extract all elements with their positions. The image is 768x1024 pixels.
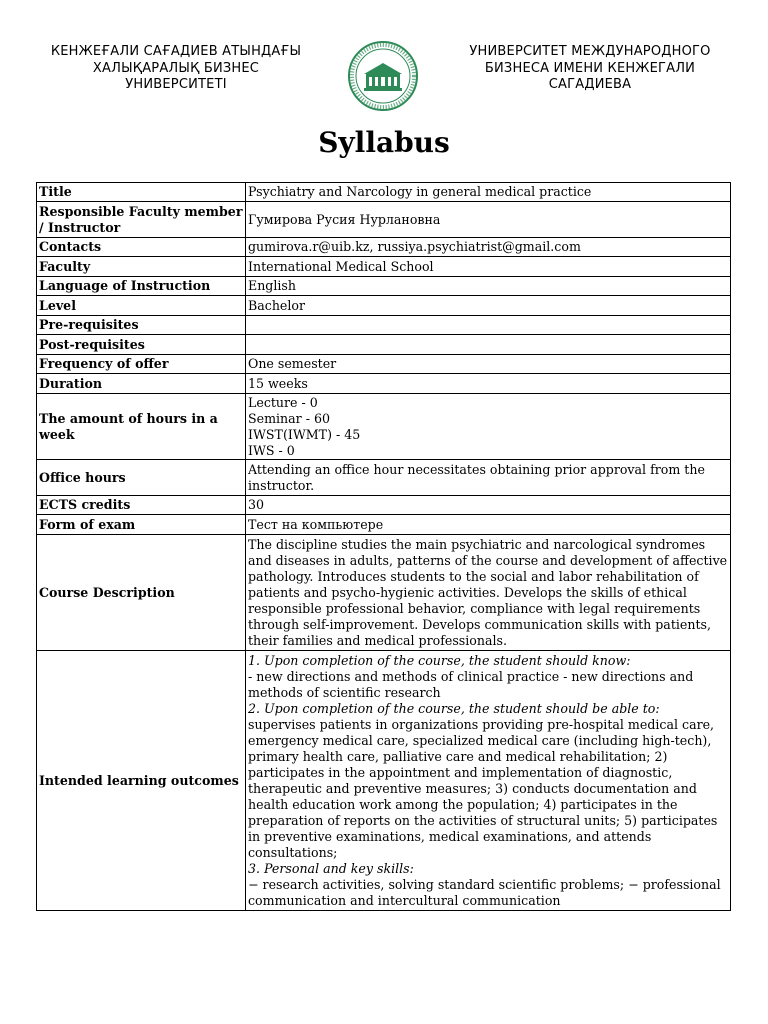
row-label-exam: Form of exam <box>37 515 246 535</box>
row-label-duration: Duration <box>37 374 246 394</box>
row-value-language: English <box>246 277 731 296</box>
row-label-hours: The amount of hours in a week <box>37 394 246 460</box>
header-left-line: УНИВЕРСИТЕТІ <box>125 77 227 92</box>
row-value-outcomes <box>246 651 731 911</box>
row-value-faculty-member: Гумирова Русия Нурлановна <box>246 202 731 238</box>
table-row <box>37 515 731 535</box>
row-value-ects: 30 <box>246 496 731 515</box>
hours-line: Lecture - 0 <box>248 394 318 410</box>
table-row <box>37 316 731 335</box>
header-right-line: БИЗНЕСА ИМЕНИ КЕНЖЕГАЛИ <box>484 60 696 76</box>
row-value-description: The discipline studies the main psychiatric and narcological syndromes and diseases in adults, patterns of the course and development of affective pathology. Introduces students to the social and labor rehabilitation of patients and psycho-hygienic activities. Develops the skills of ethical responsible professional behavior, compliance with legal requirements through self-improvement. Develops communication skills with patients, their families and medical professionals. <box>246 535 731 651</box>
document-header <box>0 44 768 124</box>
outcomes-know-heading: 1. Upon completion of the course, the student should know: <box>248 652 631 668</box>
university-name-russian <box>450 44 730 94</box>
outcomes-able-text: supervises patients in organizations providing pre-hospital medical care, emergency medical care, specialized medical care (including high-tech), primary health care, palliative care and medical rehabilitation; 2) participates in the appointment and implementation of diagnostic, therapeutic and preventive measures; 3) conducts documentation and health education work among the population; 4) participates in the preparation of reports on the activities of structural units; 5) participates in preventive examinations, medical examinations, and attends consultations; <box>248 716 718 860</box>
header-left-line: ХАЛЫҚАРАЛЫҚ БИЗНЕС <box>92 60 260 76</box>
syllabus-table <box>36 182 731 911</box>
header-right-line: УНИВЕРСИТЕТ МЕЖДУНАРОДНОГО <box>469 44 711 59</box>
row-value-postrequisites <box>246 335 731 355</box>
row-value-duration: 15 weeks <box>246 374 731 394</box>
row-label-office-hours: Office hours <box>37 460 246 496</box>
table-row <box>37 296 731 316</box>
row-label-faculty: Faculty <box>37 257 246 277</box>
table-row <box>37 651 731 911</box>
hours-line: Seminar - 60 <box>248 410 330 426</box>
table-row <box>37 202 731 238</box>
table-row <box>37 374 731 394</box>
row-value-prerequisites <box>246 316 731 335</box>
outcomes-skills-heading: 3. Personal and key skills: <box>248 860 414 876</box>
outcomes-skills-text: − research activities, solving standard scientific problems; − professional communication and intercultural communication <box>248 876 721 908</box>
row-label-faculty-member: Responsible Faculty member / Instructor <box>37 202 246 238</box>
row-label-prerequisites: Pre-requisites <box>37 316 246 335</box>
header-left-line: КЕНЖЕҒАЛИ САҒАДИЕВ АТЫНДАҒЫ <box>50 44 302 59</box>
page-title: Syllabus <box>318 126 450 159</box>
row-label-ects: ECTS credits <box>37 496 246 515</box>
hours-line: IWS - 0 <box>248 442 295 458</box>
row-value-faculty: International Medical School <box>246 257 731 277</box>
row-label-postrequisites: Post-requisites <box>37 335 246 355</box>
table-row <box>37 335 731 355</box>
table-row <box>37 257 731 277</box>
header-right-line: САГАДИЕВА <box>548 77 632 92</box>
row-label-description: Course Description <box>37 535 246 651</box>
outcomes-able-heading: 2. Upon completion of the course, the student should be able to: <box>248 700 660 716</box>
row-value-hours <box>246 394 731 460</box>
university-name-kazakh <box>36 44 316 94</box>
row-value-frequency: One semester <box>246 355 731 374</box>
row-value-contacts: gumirova.r@uib.kz, russiya.psychiatrist@gmail.com <box>246 238 731 257</box>
row-value-exam: Тест на компьютере <box>246 515 731 535</box>
table-row <box>37 355 731 374</box>
table-row <box>37 394 731 460</box>
outcomes-know-text: - new directions and methods of clinical practice - new directions and methods of scientific research <box>248 668 694 700</box>
hours-line: IWST(IWMT) - 45 <box>248 426 361 442</box>
row-label-outcomes: Intended learning outcomes <box>37 651 246 911</box>
table-row <box>37 277 731 296</box>
table-row <box>37 460 731 496</box>
table-row <box>37 535 731 651</box>
row-value-title: Psychiatry and Narcology in general medical practice <box>246 183 731 202</box>
row-label-language: Language of Instruction <box>37 277 246 296</box>
row-value-office-hours: Attending an office hour necessitates obtaining prior approval from the instructor. <box>246 460 731 496</box>
row-label-level: Level <box>37 296 246 316</box>
row-label-frequency: Frequency of offer <box>37 355 246 374</box>
row-label-title: Title <box>37 183 246 202</box>
row-label-contacts: Contacts <box>37 238 246 257</box>
row-value-level: Bachelor <box>246 296 731 316</box>
table-row <box>37 496 731 515</box>
table-row <box>37 238 731 257</box>
table-row <box>37 183 731 202</box>
university-seal-icon <box>347 40 419 112</box>
